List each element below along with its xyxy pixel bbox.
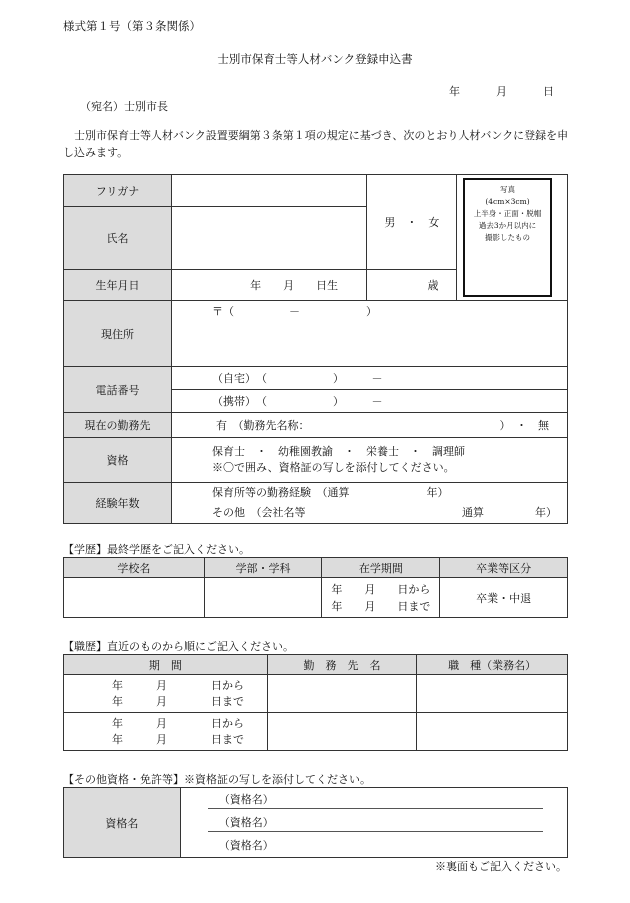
- edu-period-from: 年 月 日から: [331, 582, 431, 596]
- phone-label: 電話番号: [64, 367, 172, 413]
- other-quals-heading: 【その他資格・免許等】※資格証の写しを添付してください。: [63, 773, 371, 786]
- addressee: （宛名）士別市長: [80, 100, 168, 113]
- phone-home-field[interactable]: （自宅） （ ） －: [171, 367, 567, 390]
- career-job-field[interactable]: [417, 713, 568, 751]
- date-year-label: 年: [449, 85, 460, 98]
- experience-nursery: 保育所等の勤務経験 （通算 年）: [211, 486, 449, 499]
- document-title: 士別市保育士等人材バンク登録申込書: [217, 52, 413, 66]
- address-field[interactable]: 〒（ － ）: [171, 301, 567, 367]
- name-field[interactable]: [171, 207, 366, 270]
- underline: [208, 831, 543, 832]
- birth-field[interactable]: 年 月 日生: [171, 270, 366, 301]
- employer-value: 有 （勤務先名称：: [215, 419, 310, 432]
- experience-field[interactable]: [171, 483, 567, 524]
- qualification-note: ※〇で囲み、資格証の写しを添付してください。: [211, 461, 455, 474]
- edu-faculty-field[interactable]: [204, 578, 322, 618]
- intro-text: 士別市保育士等人材バンク設置要綱第３条第１項の規定に基づき、次のとおり人材バンクに登録を申し込みます。: [63, 129, 569, 159]
- experience-other-label: その他 （会社名等: [211, 506, 306, 519]
- furigana-label: フリガナ: [64, 175, 172, 207]
- career-col-period: 期 間: [64, 655, 268, 675]
- career-heading: 【職歴】直近のものから順にご記入ください。: [63, 640, 294, 653]
- career-period-from: 年 月 日から: [112, 678, 244, 692]
- other-quals-field[interactable]: [180, 788, 567, 858]
- other-qual-line[interactable]: （資格名）: [218, 793, 274, 806]
- employer-field[interactable]: [171, 413, 567, 438]
- name-label: 氏名: [64, 207, 172, 270]
- experience-other-year: 年）: [535, 506, 557, 519]
- photo-line: (4cm×3cm): [485, 197, 530, 206]
- photo-line: 過去3か月以内に: [478, 221, 537, 230]
- form-number: 様式第１号（第３条関係）: [63, 19, 201, 33]
- career-employer-field[interactable]: [267, 675, 417, 713]
- career-period-to: 年 月 日まで: [112, 732, 244, 746]
- edu-col-school: 学校名: [64, 558, 205, 578]
- edu-school-field[interactable]: [64, 578, 205, 618]
- age-field[interactable]: 歳: [367, 270, 457, 301]
- other-qual-line[interactable]: （資格名）: [218, 839, 274, 852]
- photo-line: 写真: [500, 185, 515, 194]
- education-table: [63, 557, 568, 618]
- birth-label: 生年月日: [64, 270, 172, 301]
- employer-tail: ） ・ 無: [499, 419, 549, 432]
- career-period-field[interactable]: [64, 675, 268, 713]
- career-period-from: 年 月 日から: [112, 716, 244, 730]
- career-col-employer: 勤 務 先 名: [267, 655, 417, 675]
- other-qual-line[interactable]: （資格名）: [218, 816, 274, 829]
- career-job-field[interactable]: [417, 675, 568, 713]
- other-quals-label: 資格名: [64, 788, 181, 858]
- photo-line: 上半身・正面・脱帽: [473, 209, 542, 218]
- career-period-field[interactable]: [64, 713, 268, 751]
- career-employer-field[interactable]: [267, 713, 417, 751]
- underline: [208, 808, 543, 809]
- edu-col-period: 在学期間: [322, 558, 440, 578]
- experience-label: 経験年数: [64, 483, 172, 524]
- other-quals-table: [63, 787, 568, 858]
- edu-status-field[interactable]: 卒業・中退: [440, 578, 568, 618]
- qualification-label: 資格: [64, 438, 172, 483]
- career-period-to: 年 月 日まで: [112, 694, 244, 708]
- career-table: [63, 654, 568, 751]
- furigana-field[interactable]: [171, 175, 366, 207]
- edu-period-to: 年 月 日まで: [331, 599, 431, 613]
- date-day-label: 日: [543, 85, 554, 98]
- address-label: 現住所: [64, 301, 172, 367]
- date-month-label: 月: [496, 85, 507, 98]
- experience-other-total: 通算: [461, 506, 484, 519]
- photo-line: 撮影したもの: [485, 233, 530, 242]
- phone-mobile-field[interactable]: （携帯） （ ） －: [171, 390, 567, 413]
- qualification-field[interactable]: [171, 438, 567, 483]
- photo-placeholder: [463, 178, 552, 297]
- qualification-options: 保育士 ・ 幼稚園教諭 ・ 栄養士 ・ 調理師: [211, 445, 465, 458]
- footer-note: ※裏面もご記入ください。: [435, 860, 567, 873]
- edu-col-faculty: 学部・学科: [204, 558, 322, 578]
- experience-other: [212, 503, 567, 523]
- gender-select[interactable]: 男 ・ 女: [367, 175, 457, 270]
- edu-period-field[interactable]: [322, 578, 440, 618]
- education-heading: 【学歴】最終学歴をご記入ください。: [63, 543, 250, 556]
- career-col-job: 職 種（業務名）: [417, 655, 568, 675]
- employer-label: 現在の勤務先: [64, 413, 172, 438]
- edu-col-status: 卒業等区分: [440, 558, 568, 578]
